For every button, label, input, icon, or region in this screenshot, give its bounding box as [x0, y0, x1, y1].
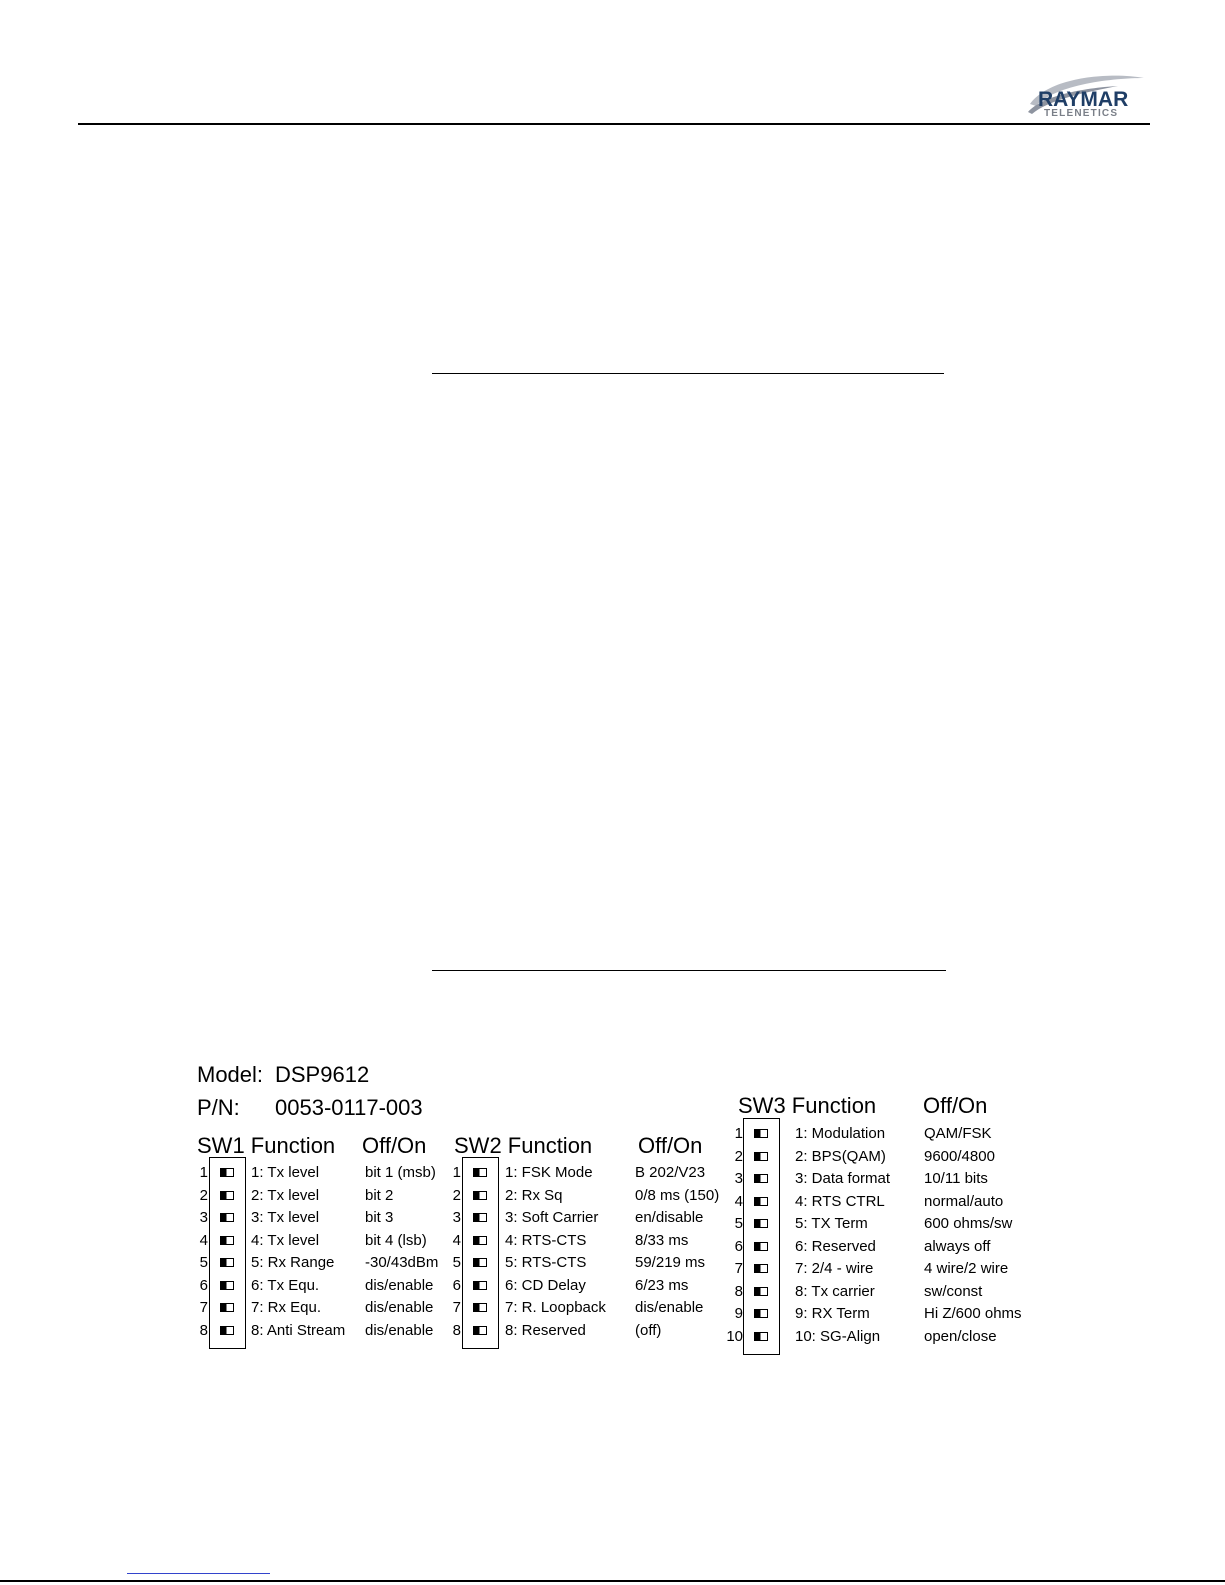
sw2-toggle-icon — [473, 1303, 487, 1312]
sw3-toggle-icon — [754, 1129, 768, 1138]
sw2-offon-value: 59/219 ms — [635, 1254, 706, 1271]
sw3-pin-number: 8 — [734, 1282, 743, 1300]
model-label: Model: — [197, 1062, 264, 1087]
model-value: DSP9612 — [275, 1062, 370, 1087]
sw3-function-label: 8: Tx carrier — [795, 1282, 875, 1300]
sw3-function-label: 9: RX Term — [795, 1305, 870, 1322]
sw3-pin-number: 4 — [734, 1192, 743, 1210]
sw1-toggle-icon — [220, 1258, 234, 1267]
logo-subname: TELENETICS — [1044, 108, 1119, 119]
sw2-function-label: 3: Soft Carrier — [505, 1209, 599, 1226]
sw1-toggle-icon — [220, 1191, 234, 1200]
sw2-offon-value: en/disable — [635, 1209, 704, 1226]
sw3-offon-value: 600 ohms/sw — [924, 1215, 1013, 1232]
sw3-offon-value: 10/11 bits — [924, 1170, 988, 1187]
sw3-pin-number: 6 — [734, 1237, 743, 1255]
sw1-function-label: 8: Anti Stream — [251, 1321, 346, 1339]
sw3-offon-value: sw/const — [924, 1282, 983, 1300]
sw2-offon-value: 0/8 ms (150) — [635, 1186, 720, 1204]
sw2-pin-number: 7 — [452, 1299, 461, 1316]
sw3-offon-value: QAM/FSK — [924, 1125, 992, 1142]
sw3-offon-value: always off — [924, 1237, 991, 1255]
sw3-pin-number: 5 — [734, 1215, 743, 1232]
sw2-offon-value: B 202/V23 — [635, 1164, 706, 1181]
part-number-label: P/N: — [197, 1095, 240, 1120]
sw3-offon-value: 4 wire/2 wire — [924, 1260, 1009, 1277]
sw2-toggle-icon — [473, 1326, 487, 1335]
sw1-offon-value: -30/43dBm — [365, 1254, 439, 1271]
sw1-toggle-icon — [220, 1281, 234, 1290]
sw1-toggle-icon — [220, 1236, 234, 1245]
sw1-pin-number: 1 — [199, 1164, 208, 1181]
sw1-offon-header: Off/On — [362, 1133, 427, 1158]
sw3-toggle-icon — [754, 1219, 768, 1228]
sw2-offon-value: (off) — [635, 1321, 662, 1339]
sw1-offon-value: bit 1 (msb) — [365, 1164, 436, 1181]
sw1-toggle-icon — [220, 1213, 234, 1222]
sw1-offon-value: bit 3 — [365, 1209, 394, 1226]
sw3-function-label: 4: RTS CTRL — [795, 1192, 885, 1210]
sw1-toggle-icon — [220, 1326, 234, 1335]
sw2-offon-value: 6/23 ms — [635, 1276, 689, 1294]
sw3-toggle-icon — [754, 1332, 768, 1341]
sw3-pin-number: 3 — [734, 1170, 743, 1187]
sw3-toggle-icon — [754, 1264, 768, 1273]
sw1-switch-body — [209, 1157, 246, 1349]
sw3-offon-value: normal/auto — [924, 1192, 1004, 1210]
sw2-toggle-icon — [473, 1258, 487, 1267]
sw3-function-label: 7: 2/4 - wire — [795, 1260, 874, 1277]
sw3-pin-number: 1 — [734, 1125, 743, 1142]
sw2-function-label: 7: R. Loopback — [505, 1299, 606, 1316]
sw2-function-label: 8: Reserved — [505, 1321, 586, 1339]
sw3-offon-value: Hi Z/600 ohms — [924, 1305, 1022, 1322]
sw3-pin-number: 9 — [734, 1305, 743, 1322]
sw3-toggle-icon — [754, 1152, 768, 1161]
sw2-toggle-icon — [473, 1281, 487, 1290]
sw1-pin-number: 5 — [199, 1254, 208, 1271]
sw2-toggle-icon — [473, 1168, 487, 1177]
sw1-function-label: 3: Tx level — [251, 1209, 320, 1226]
sw2-toggle-icon — [473, 1191, 487, 1200]
sw3-pin-number: 10 — [726, 1327, 743, 1345]
sw3-toggle-icon — [754, 1242, 768, 1251]
sw3-function-label: 1: Modulation — [795, 1125, 886, 1142]
sw1-pin-number: 7 — [199, 1299, 208, 1316]
sw1-pin-number: 3 — [199, 1209, 208, 1226]
sw1-function-label: 2: Tx level — [251, 1186, 320, 1204]
sw2-pin-number: 6 — [452, 1276, 461, 1294]
sw3-function-label: 2: BPS(QAM) — [795, 1147, 886, 1165]
sw3-toggle-icon — [754, 1309, 768, 1318]
sw2-toggle-icon — [473, 1213, 487, 1222]
sw1-pin-number: 2 — [199, 1186, 208, 1204]
sw3-function-label: 3: Data format — [795, 1170, 891, 1187]
sw2-pin-number: 3 — [452, 1209, 461, 1226]
sw2-pin-number: 5 — [452, 1254, 461, 1271]
sw1-function-label: 7: Rx Equ. — [251, 1299, 322, 1316]
sw1-function-label: 5: Rx Range — [251, 1254, 335, 1271]
sw2-switch-body — [462, 1157, 499, 1349]
sw1-pin-number: 6 — [199, 1276, 208, 1294]
sw3-toggle-icon — [754, 1287, 768, 1296]
sw2-pin-number: 8 — [452, 1321, 461, 1339]
sw1-function-label: 1: Tx level — [251, 1164, 320, 1181]
sw3-function-label: 6: Reserved — [795, 1237, 876, 1255]
sw1-offon-value: bit 4 (lsb) — [365, 1231, 427, 1249]
sw2-offon-header: Off/On — [638, 1133, 703, 1158]
sw1-offon-value: dis/enable — [365, 1276, 434, 1294]
sw3-offon-value: 9600/4800 — [924, 1147, 995, 1165]
sw1-offon-value: dis/enable — [365, 1321, 434, 1339]
sw1-toggle-icon — [220, 1168, 234, 1177]
sw3-offon-header: Off/On — [923, 1093, 988, 1118]
sw2-offon-value: 8/33 ms — [635, 1231, 689, 1249]
sw3-offon-value: open/close — [924, 1327, 997, 1345]
sw2-pin-number: 1 — [452, 1164, 461, 1181]
sw1-toggle-icon — [220, 1303, 234, 1312]
sw3-pin-number: 7 — [734, 1260, 743, 1277]
sw2-function-label: 4: RTS-CTS — [505, 1231, 587, 1249]
sw3-toggle-icon — [754, 1174, 768, 1183]
sw1-pin-number: 8 — [199, 1321, 208, 1339]
sw2-function-label: 6: CD Delay — [505, 1276, 586, 1294]
sw1-function-label: 6: Tx Equ. — [251, 1276, 320, 1294]
sw2-function-label: 5: RTS-CTS — [505, 1254, 587, 1271]
footer-link-underline — [127, 1573, 270, 1574]
sw2-title: SW2 Function — [454, 1133, 593, 1158]
sw2-function-label: 1: FSK Mode — [505, 1164, 593, 1181]
part-number-value: 0053-0117-003 — [275, 1095, 423, 1120]
sw2-pin-number: 2 — [452, 1186, 461, 1204]
sw2-toggle-icon — [473, 1236, 487, 1245]
sw1-offon-value: bit 2 — [365, 1186, 394, 1204]
sw1-function-label: 4: Tx level — [251, 1231, 320, 1249]
sw2-offon-value: dis/enable — [635, 1299, 704, 1316]
sw1-title: SW1 Function — [197, 1133, 336, 1158]
sw1-pin-number: 4 — [199, 1231, 208, 1249]
sw2-function-label: 2: Rx Sq — [505, 1186, 563, 1204]
sw3-pin-number: 2 — [734, 1147, 743, 1165]
sw3-toggle-icon — [754, 1197, 768, 1206]
sw3-function-label: 10: SG-Align — [795, 1327, 881, 1345]
footer-rule — [0, 1580, 1225, 1582]
logo-name: RAYMAR — [1038, 88, 1129, 111]
sw2-pin-number: 4 — [452, 1231, 461, 1249]
sw3-title: SW3 Function — [738, 1093, 877, 1118]
sw3-function-label: 5: TX Term — [795, 1215, 868, 1232]
sw1-offon-value: dis/enable — [365, 1299, 434, 1316]
